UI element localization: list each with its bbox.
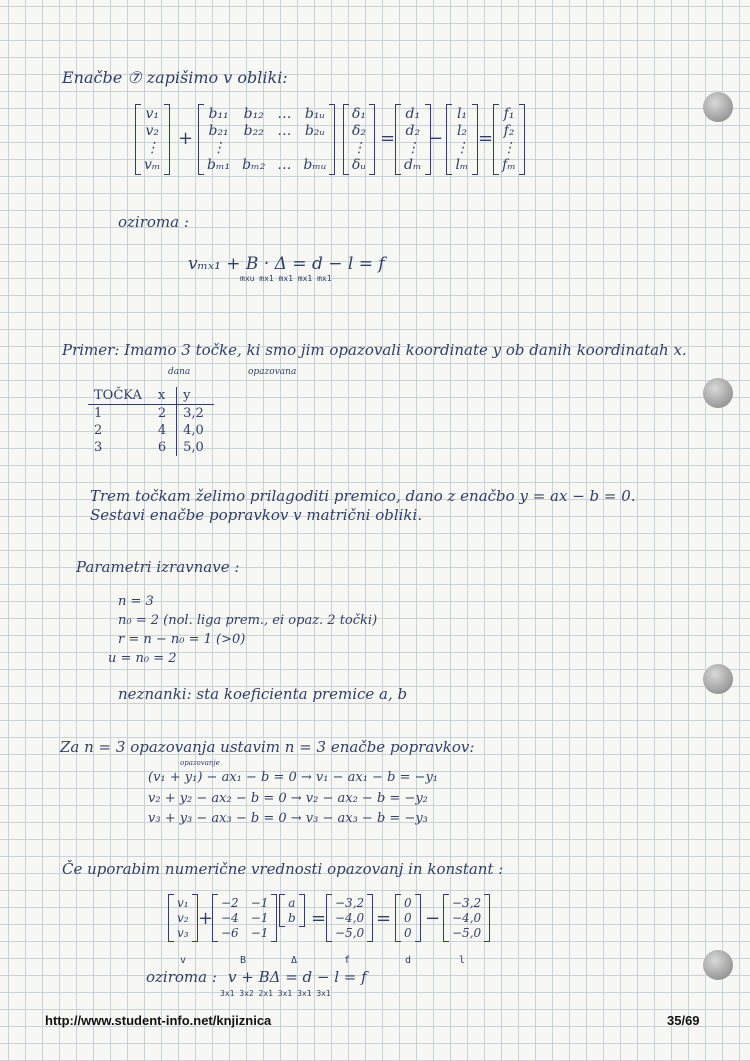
param-u: u = n₀ = 2 [108, 651, 177, 666]
table-cell: 5,0 [183, 440, 204, 455]
matrix-cell: l₁ [456, 106, 468, 122]
table-cell: 2 [152, 405, 177, 423]
table-cell: 3,2 [183, 406, 204, 421]
intro-text: Enačbe ⑦ zapišimo v obliki: [62, 68, 288, 87]
table-cell: 2 [94, 423, 103, 438]
matrix-cell: 0 [404, 911, 412, 925]
vector-l [446, 104, 478, 175]
matrix-cell: fₘ [502, 157, 516, 173]
binder-hole [703, 664, 733, 694]
matrix-cell: l₂ [456, 123, 468, 139]
num-matrix-b [212, 894, 277, 942]
vector-f [493, 104, 525, 175]
matrix-cell: ⋮ [502, 140, 516, 156]
matrix-cell: v₃ [177, 926, 189, 940]
fit-text-2: Sestavi enačbe popravkov v matrični obliki. [90, 506, 423, 524]
note-y: opazovana [248, 367, 297, 377]
param-r: r = n − n₀ = 1 (>0) [118, 632, 246, 647]
num-label-delta: Δ [291, 955, 298, 966]
matrix-v [135, 104, 170, 175]
example-intro: Primer: Imamo 3 točke, ki smo jim opazovali koordinate y ob danih koordinatah x. [62, 341, 687, 359]
matrix-cell: b [288, 911, 296, 925]
table-header: x [152, 387, 177, 405]
matrix-cell: vₘ [144, 157, 161, 173]
matrix-cell: lₘ [455, 157, 469, 173]
matrix-cell: −1 [250, 926, 269, 940]
matrix-cell: f₂ [503, 123, 515, 139]
num-label-v: v [180, 955, 187, 966]
unknowns-text: neznanki: sta koeficienta premice a, b [118, 685, 408, 703]
table-row [88, 422, 214, 439]
num-label-b: B [240, 955, 247, 966]
matrix-cell: b₂₂ [243, 123, 264, 139]
equations-intro: Za n = 3 opazovanja ustavim n = 3 enačbe popravkov: [60, 738, 475, 756]
matrix-cell: v₁ [145, 106, 160, 122]
table-row [88, 405, 214, 423]
matrix-cell [277, 140, 291, 156]
table-header: TOČKA [88, 387, 152, 405]
table-cell: 3 [94, 440, 103, 455]
table-cell: 6 [152, 439, 177, 456]
num-label-d: d [405, 955, 412, 966]
matrix-cell: −1 [250, 896, 269, 910]
num-equals: = [311, 908, 327, 929]
matrix-cell: −5,0 [452, 926, 482, 940]
matrix-cell: dₘ [404, 157, 422, 173]
matrix-cell [303, 140, 326, 156]
num-equals-2: = [376, 908, 392, 929]
equals-sign: = [380, 128, 396, 149]
matrix-cell: 0 [404, 896, 412, 910]
fit-text-1: Trem točkam želimo prilagoditi premico, dano z enačbo y = ax − b = 0. [90, 487, 636, 505]
table-header: y [177, 387, 214, 405]
matrix-cell: 0 [404, 926, 412, 940]
binder-hole [703, 378, 733, 408]
matrix-b [198, 104, 335, 175]
matrix-cell: ⋮ [352, 140, 367, 156]
note-x: dana [168, 367, 191, 377]
equation-2: v₂ + y₂ − ax₂ − b = 0 → v₂ − ax₂ − b = −y₂ [148, 791, 428, 806]
matrix-cell: … [277, 157, 292, 173]
num-plus: + [198, 908, 214, 929]
matrix-cell: b₁₂ [243, 106, 264, 122]
binder-hole [703, 92, 733, 122]
vector-delta [343, 104, 375, 175]
matrix-cell: −2 [221, 896, 239, 910]
matrix-cell: b₁₁ [208, 106, 229, 122]
matrix-cell: d₁ [405, 106, 421, 122]
matrix-cell: −3,2 [335, 896, 365, 910]
matrix-cell: b₂ᵤ [304, 123, 325, 139]
matrix-cell: −1 [250, 911, 269, 925]
num-label-l: l [459, 955, 466, 966]
equations-note: opazovanje [180, 759, 220, 767]
plus-sign: + [178, 128, 194, 149]
matrix-cell: ⋮ [211, 140, 226, 156]
matrix-cell: δᵤ [352, 157, 367, 173]
numeric-intro: Če uporabim numerične vrednosti opazovanj in konstant : [62, 860, 504, 878]
num-vector-delta [279, 894, 305, 927]
equation-3: v₃ + y₃ − ax₃ − b = 0 → v₃ − ax₃ − b = −y₃ [148, 811, 428, 826]
minus-sign: − [428, 128, 444, 149]
final-equation: v + BΔ = d − l = f [228, 968, 367, 986]
matrix-cell: a [288, 896, 296, 910]
param-n: n = 3 [118, 594, 154, 609]
params-title: Parametri izravnave : [76, 558, 240, 576]
table-cell: 4,0 [183, 423, 204, 438]
oziroma-label: oziroma : [118, 213, 189, 231]
compact-dims: mxu mx1 mx1 mx1 mx1 [240, 274, 332, 283]
num-vector-f [326, 894, 373, 942]
matrix-cell: ⋮ [145, 140, 160, 156]
compact-equation: vₘₓ₁ + B · Δ = d − l = f [188, 254, 385, 274]
binder-hole [703, 950, 733, 980]
page-number: 35/69 [667, 1013, 700, 1028]
matrix-cell: bₘ₂ [242, 157, 266, 173]
matrix-cell: v₂ [177, 911, 189, 925]
matrix-cell: ⋮ [405, 140, 420, 156]
num-matrix-v [168, 894, 198, 942]
matrix-cell: δ₂ [352, 123, 367, 139]
final-dims: 3x1 3x2 2x1 3x1 3x1 3x1 [220, 989, 331, 998]
matrix-cell: −3,2 [452, 896, 482, 910]
matrix-cell: b₂₁ [208, 123, 229, 139]
final-oziroma: oziroma : [146, 968, 217, 986]
matrix-cell: −4 [221, 911, 239, 925]
matrix-cell: … [277, 106, 292, 122]
matrix-cell [242, 140, 265, 156]
vector-d [395, 104, 431, 175]
matrix-cell: δ₁ [352, 106, 367, 122]
matrix-cell: f₁ [503, 106, 515, 122]
equals-sign-2: = [478, 128, 494, 149]
matrix-cell: −4,0 [335, 911, 365, 925]
footer-url[interactable]: http://www.student-info.net/knjiznica [45, 1013, 272, 1028]
matrix-cell: b₁ᵤ [304, 106, 325, 122]
matrix-cell: −6 [221, 926, 239, 940]
matrix-cell: v₁ [177, 896, 189, 910]
param-n0: n₀ = 2 (nol. liga prem., ei opaz. 2 točki) [118, 613, 378, 628]
num-label-f: f [344, 955, 351, 966]
matrix-cell: v₂ [145, 123, 160, 139]
matrix-cell: ⋮ [455, 140, 469, 156]
table-row [88, 439, 214, 456]
matrix-cell: d₂ [405, 123, 421, 139]
matrix-cell: … [277, 123, 292, 139]
matrix-cell: bₘᵤ [303, 157, 327, 173]
observations-table [88, 387, 214, 456]
table-cell: 1 [94, 406, 103, 421]
num-minus: − [425, 908, 441, 929]
matrix-cell: bₘ₁ [207, 157, 231, 173]
num-vector-l [443, 894, 490, 942]
equation-1: (v₁ + y₁) − ax₁ − b = 0 → v₁ − ax₁ − b = −y₁ [148, 770, 439, 785]
matrix-cell: −5,0 [335, 926, 365, 940]
table-cell: 4 [152, 422, 177, 439]
num-vector-d [395, 894, 421, 942]
matrix-cell: −4,0 [452, 911, 482, 925]
